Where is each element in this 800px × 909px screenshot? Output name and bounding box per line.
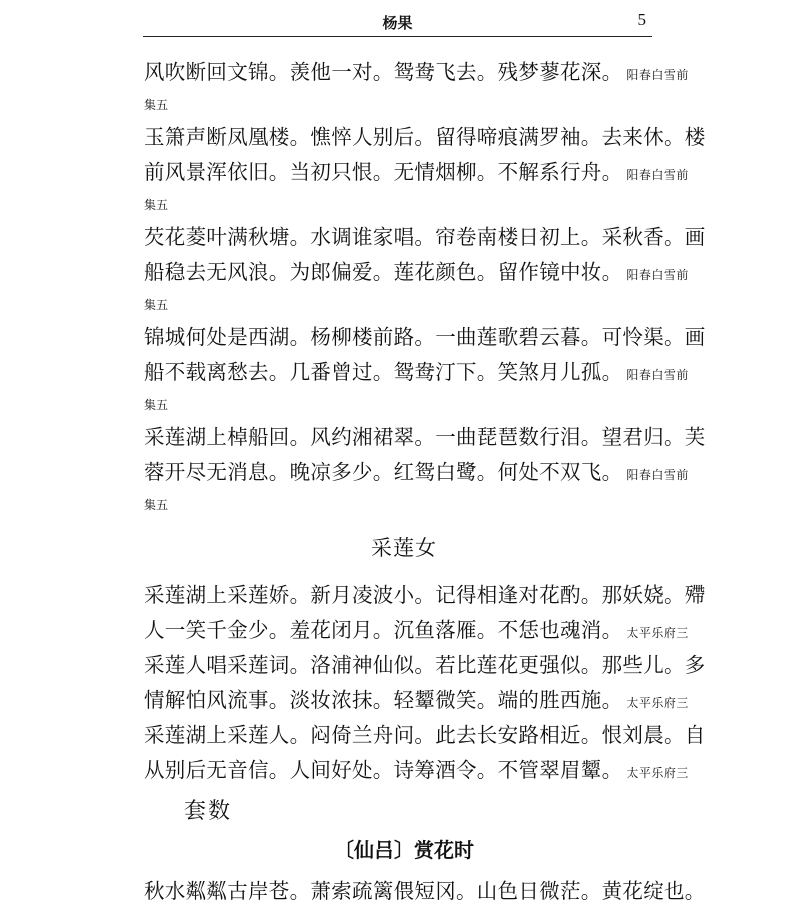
verse-text: 人一笑千金少。羞花闭月。沉鱼落雁。不恁也魂消。 [144, 618, 623, 642]
source-citation: 太平乐府三 [626, 626, 689, 640]
page-body [144, 55, 706, 909]
source-citation: 阳春白雪前 [626, 168, 689, 182]
verse-text: 采莲湖上采莲娇。新月凌波小。记得相逢对花酌。那妖娆。殢 [144, 583, 706, 607]
stanza [144, 220, 706, 320]
stanza [144, 320, 706, 420]
source-citation-continued: 集五 [144, 498, 169, 512]
stanza [144, 420, 706, 520]
source-citation-continued: 集五 [144, 398, 169, 412]
verse-text: 从别后无音信。人间好处。诗筹酒令。不管翠眉颦。 [144, 758, 623, 782]
verse-text: 采莲湖上棹船回。风约湘裙翠。一曲琵琶数行泪。望君归。芙 [144, 425, 706, 449]
running-header [143, 8, 652, 37]
verse-line [144, 455, 689, 490]
verse-line [144, 355, 689, 390]
verse-text: 船不载离愁去。几番曾过。鸳鸯汀下。笑煞月儿孤。 [144, 360, 623, 384]
verse-line [144, 420, 706, 455]
verse-line [144, 120, 706, 155]
stanza [144, 718, 706, 788]
verse-text: 船稳去无风浪。为郎偏爱。莲花颜色。留作镜中妆。 [144, 260, 623, 284]
verse-text: 玉箫声断凤凰楼。憔悴人别后。留得啼痕满罗袖。去来休。楼 [144, 125, 706, 149]
source-citation-continued: 集五 [144, 98, 169, 112]
verse-text: 情解怕风流事。淡妆浓抹。轻颦微笑。端的胜西施。 [144, 688, 623, 712]
verse-line [144, 718, 706, 753]
verse-line [144, 55, 689, 90]
source-citation-continued: 集五 [144, 298, 169, 312]
source-citation-continued: 集五 [144, 198, 169, 212]
stanza [144, 55, 689, 120]
stanza [144, 578, 706, 648]
verse-text: 蓉开尽无消息。晚凉多少。红鸳白鹭。何处不双飞。 [144, 460, 623, 484]
suite-title: 套数 [184, 799, 233, 824]
stanza-group-1 [144, 55, 706, 520]
verse-line [144, 683, 689, 718]
verse-text: 芡花菱叶满秋塘。水调谁家唱。帘卷南楼日初上。采秋香。画 [144, 225, 706, 249]
final-line: 秋水粼粼古岸苍。萧索疏篱偎短冈。山色日微茫。黄花绽也。 [144, 879, 706, 903]
verse-text: 前风景浑依旧。当初只恨。无情烟柳。不解系行舟。 [144, 160, 623, 184]
source-citation: 阳春白雪前 [626, 68, 689, 82]
verse-text: 采莲人唱采莲词。洛浦神仙似。若比莲花更强似。那些儿。多 [144, 653, 706, 677]
verse-line [144, 320, 706, 355]
verse-line [144, 753, 689, 788]
verse-line [144, 155, 689, 190]
verse-line [144, 648, 706, 683]
source-citation: 阳春白雪前 [626, 468, 689, 482]
source-citation: 太平乐府三 [626, 766, 689, 780]
source-citation: 太平乐府三 [626, 696, 689, 710]
verse-line [144, 613, 689, 648]
page-number: 5 [637, 10, 646, 29]
verse-text: 风吹断回文锦。羡他一对。鸳鸯飞去。残梦蓼花深。 [144, 60, 623, 84]
verse-text: 采莲湖上采莲人。闷倚兰舟问。此去长安路相近。恨刘晨。自 [144, 723, 706, 747]
verse-line [144, 255, 689, 290]
verse-text: 锦城何处是西湖。杨柳楼前路。一曲莲歌碧云暮。可怜渠。画 [144, 325, 706, 349]
stanza-group-2 [144, 578, 706, 788]
source-citation: 阳春白雪前 [626, 268, 689, 282]
header-title: 杨果 [382, 14, 413, 32]
stanza [144, 648, 706, 718]
verse-line [144, 220, 706, 255]
tune-title: 〔仙吕〕赏花时 [334, 838, 474, 862]
verse-line [144, 578, 706, 613]
section-title: 采莲女 [371, 536, 437, 560]
stanza [144, 120, 706, 220]
source-citation: 阳春白雪前 [626, 368, 689, 382]
